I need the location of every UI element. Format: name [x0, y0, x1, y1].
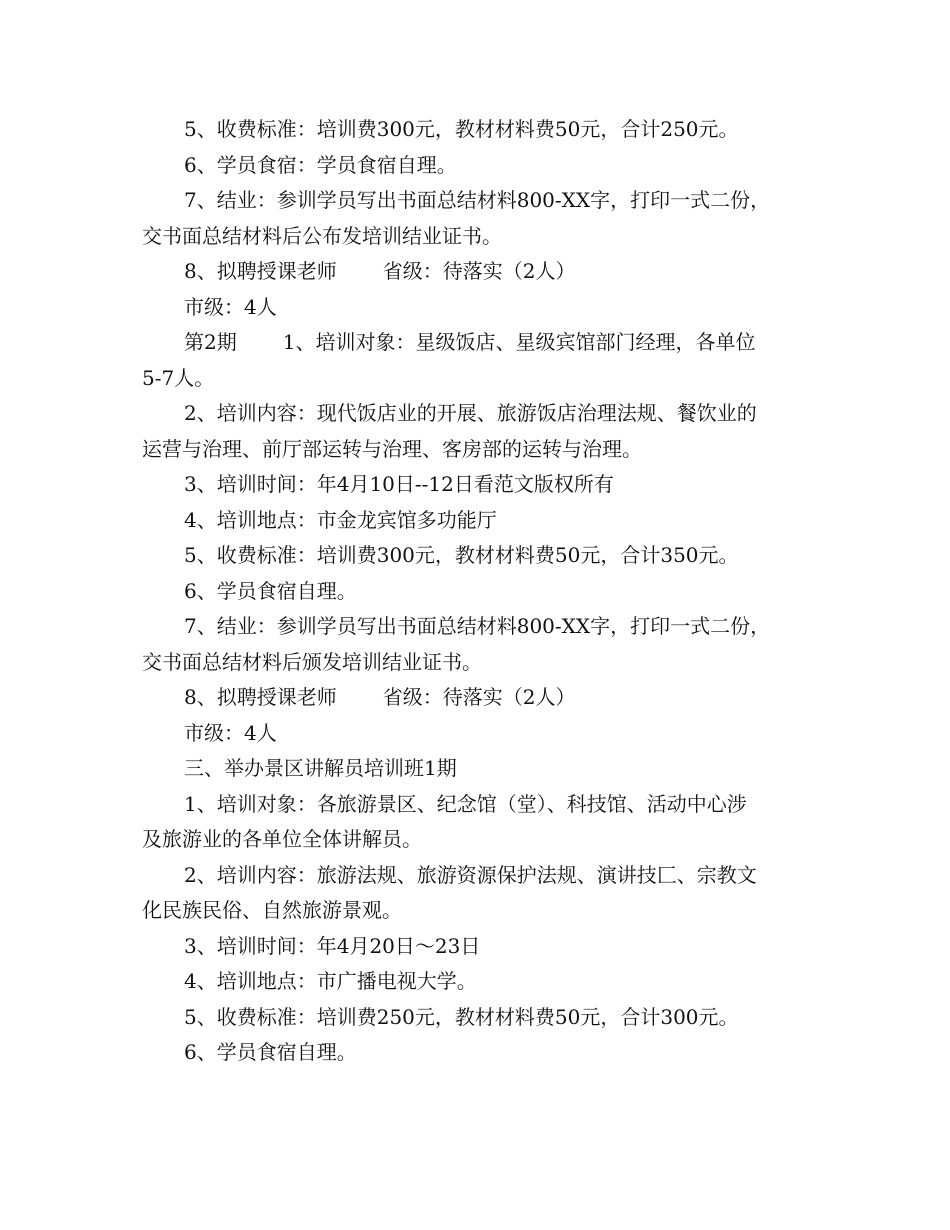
line-text: 5、收费标准：培训费250元，教材材料费50元，合计300元。: [184, 1004, 739, 1029]
completion-line: [142, 609, 812, 645]
line-text: 3、培训时间：年4月20日～23日: [184, 933, 481, 958]
line-text: 8、拟聘授课老师: [184, 259, 337, 283]
line-text: 6、学员食宿：学员食宿自理。: [184, 152, 457, 177]
training-content-line-continued: [142, 893, 812, 929]
line-text: 交书面总结材料后公布发培训结业证书。: [142, 223, 502, 248]
line-text: 交书面总结材料后颁发培训结业证书。: [142, 649, 482, 674]
period-two-line: [142, 325, 812, 361]
training-target-line: [142, 787, 812, 823]
training-content-line: [142, 858, 812, 894]
teachers-line: [142, 680, 812, 716]
fee-standard-line: [142, 1000, 812, 1036]
training-location-line: [142, 964, 812, 1000]
line-text: 三、举办景区讲解员培训班1期: [184, 756, 457, 780]
line-text: 4、培训地点：市广播电视大学。: [184, 969, 477, 993]
city-teachers-line: [142, 290, 812, 326]
completion-line: [142, 183, 812, 219]
document-body: [142, 112, 812, 1071]
training-content-line: [142, 396, 812, 432]
line-text: 6、学员食宿自理。: [184, 1040, 357, 1064]
line-text: 2、培训内容：现代饭店业的开展、旅游饭店治理法规、餐饮业的: [184, 401, 757, 425]
training-target-line-continued: [142, 822, 812, 858]
training-time-line: [142, 929, 812, 965]
training-location-line: [142, 503, 812, 539]
fee-standard-line: [142, 538, 812, 574]
line-text: 第2期: [184, 330, 237, 354]
line-text: 4、培训地点：市金龙宾馆多功能厅: [184, 507, 497, 532]
line-text: 运营与治理、前厅部运转与治理、客房部的运转与治理。: [142, 436, 642, 461]
line-text: 7、结业：参训学员写出书面总结材料800-XX字，打印一式二份，: [184, 188, 771, 212]
line-text: 5-7人。: [142, 365, 215, 390]
line-text: 2、培训内容：旅游法规、旅游资源保护法规、演讲技匚、宗教文: [184, 862, 757, 887]
accommodation-line: [142, 574, 812, 610]
line-second-text: 1、培训对象：星级饭店、星级宾馆部门经理，各单位: [282, 330, 756, 354]
training-time-line: [142, 467, 812, 503]
city-teachers-line: [142, 716, 812, 752]
line-text: 6、学员食宿自理。: [184, 578, 357, 603]
accommodation-line: [142, 1035, 812, 1071]
section-heading: [142, 751, 812, 787]
fee-standard-line: [142, 112, 812, 148]
line-second-text: 省级：待落实（2人）: [382, 259, 576, 283]
period-two-line-continued: [142, 361, 812, 397]
teachers-line: [142, 254, 812, 290]
line-text: 3、培训时间：年4月10日--12日看范文版权所有: [184, 472, 614, 496]
line-text: 8、拟聘授课老师: [184, 685, 337, 709]
line-second-text: 省级：待落实（2人）: [382, 685, 576, 709]
line-text: 化民族民俗、自然旅游景观。: [142, 898, 402, 922]
line-text: 1、培训对象：各旅游景区、纪念馆（堂）、科技馆、活动中心涉: [184, 791, 747, 816]
line-text: 5、收费标准：培训费300元，教材材料费50元，合计350元。: [184, 543, 739, 567]
accommodation-line: [142, 148, 812, 184]
line-text: 7、结业：参训学员写出书面总结材料800-XX字，打印一式二份，: [184, 614, 771, 638]
line-text: 及旅游业的各单位全体讲解员。: [142, 827, 422, 851]
completion-line-continued: [142, 219, 812, 255]
line-text: 市级：4人: [184, 294, 277, 319]
line-text: 市级：4人: [184, 720, 277, 745]
training-content-line-continued: [142, 432, 812, 468]
completion-line-continued: [142, 645, 812, 681]
line-text: 5、收费标准：培训费300元，教材材料费50元，合计250元。: [184, 117, 739, 141]
